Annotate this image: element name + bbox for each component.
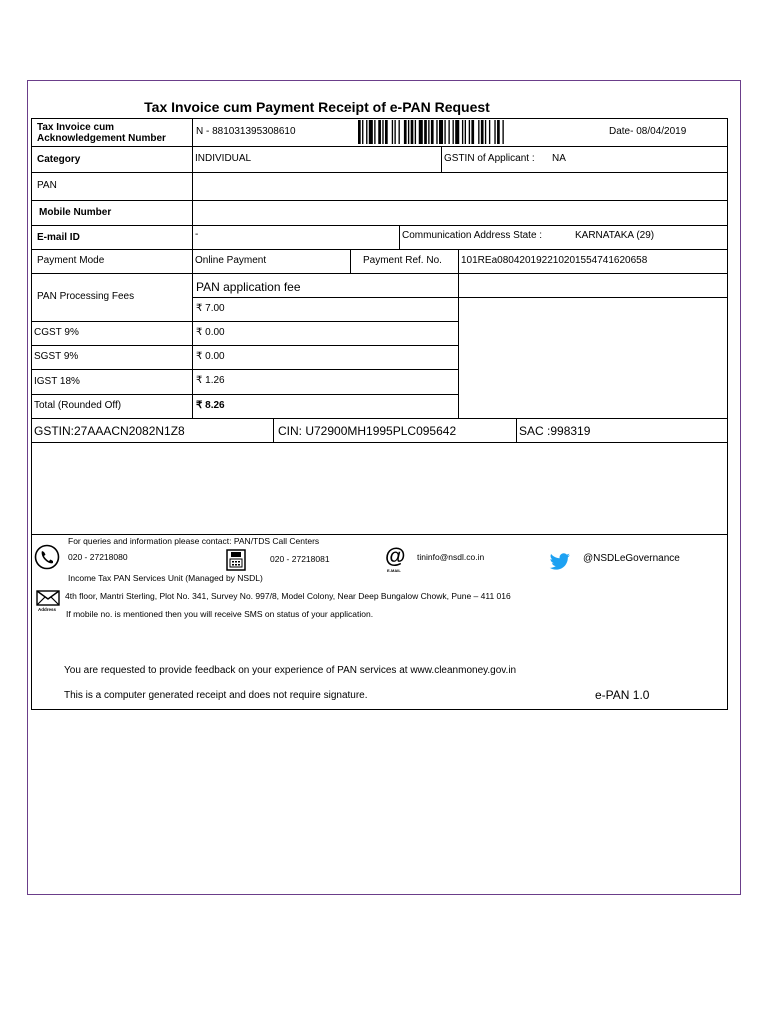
receipt-date: Date- 08/04/2019 xyxy=(609,126,687,137)
processing-fees-label: PAN Processing Fees xyxy=(37,291,135,302)
pan-services-unit: Income Tax PAN Services Unit (Managed by NSDL) xyxy=(68,573,263,583)
payment-mode-label: Payment Mode xyxy=(37,255,105,266)
sgst-label: SGST 9% xyxy=(34,351,79,362)
twitter-handle: @NSDLeGovernance xyxy=(583,553,680,564)
mobile-label: Mobile Number xyxy=(39,207,112,218)
email-icon: @ xyxy=(385,545,406,568)
payment-ref-label: Payment Ref. No. xyxy=(363,255,442,266)
processing-fee-amount: ₹ 7.00 xyxy=(196,303,225,314)
gstin-applicant-value: NA xyxy=(552,153,566,164)
fax-icon xyxy=(226,549,246,571)
fee-description: PAN application fee xyxy=(196,280,301,294)
barcode xyxy=(358,120,558,144)
sms-note: If mobile no. is mentioned then you will receive SMS on status of your application. xyxy=(66,609,374,619)
feedback-note: You are requested to provide feedback on your experience of PAN services at www.cleanmoney.gov.in xyxy=(64,665,517,676)
payment-ref-value: 101REa08042019221020155474162065​8 xyxy=(461,255,648,266)
company-gstin: GSTIN:27AAACN2082N1Z8 xyxy=(34,424,185,438)
state-label: Communication Address State : xyxy=(402,230,543,241)
address-icon-caption: Address xyxy=(38,607,57,612)
email-label: E-mail ID xyxy=(37,232,80,243)
envelope-icon xyxy=(36,590,60,606)
cgst-amount: ₹ 0.00 xyxy=(196,327,225,338)
company-cin: CIN: U72900MH1995PLC095642 xyxy=(278,424,457,438)
state-value: KARNATAKA (29) xyxy=(575,230,655,241)
payment-mode-value: Online Payment xyxy=(195,255,267,266)
email-icon-caption: E-MAIL xyxy=(387,568,401,573)
phone-icon xyxy=(34,544,60,570)
epan-version: e-PAN 1.0 xyxy=(595,688,650,702)
nsdl-address: 4th floor, Mantri Sterling, Plot No. 341, Survey No. 997/8, Model Colony, Near Deep Bungalow Chowk, Pune – 411 016 xyxy=(65,591,511,601)
total-amount: ₹ 8.26 xyxy=(196,400,225,411)
sgst-amount: ₹ 0.00 xyxy=(196,351,225,362)
category-value: INDIVIDUAL xyxy=(195,153,252,164)
cgst-label: CGST 9% xyxy=(34,327,79,338)
igst-label: IGST 18% xyxy=(34,376,80,387)
company-sac: SAC :998319 xyxy=(519,424,591,438)
twitter-icon xyxy=(549,553,571,571)
total-label: Total (Rounded Off) xyxy=(34,400,122,411)
fax-number: 020 - 27218081 xyxy=(270,554,330,564)
phone-number: 020 - 27218080 xyxy=(68,552,128,562)
category-label: Category xyxy=(37,154,81,165)
ack-number: N - 881031395308610 xyxy=(196,126,296,137)
computer-generated-note: This is a computer generated receipt and does not require signature. xyxy=(64,690,368,701)
page-title: Tax Invoice cum Payment Receipt of e-PAN Request xyxy=(144,99,490,115)
pan-label: PAN xyxy=(37,180,57,191)
contact-email: tininfo@nsdl.co.in xyxy=(417,552,485,562)
gstin-applicant-label: GSTIN of Applicant : xyxy=(444,153,535,164)
contact-intro: For queries and information please contact: PAN/TDS Call Centers xyxy=(68,536,320,546)
igst-amount: ₹ 1.26 xyxy=(196,375,225,386)
email-value: - xyxy=(195,229,199,240)
ack-label: Tax Invoice cum Acknowledgement Number xyxy=(37,122,166,144)
